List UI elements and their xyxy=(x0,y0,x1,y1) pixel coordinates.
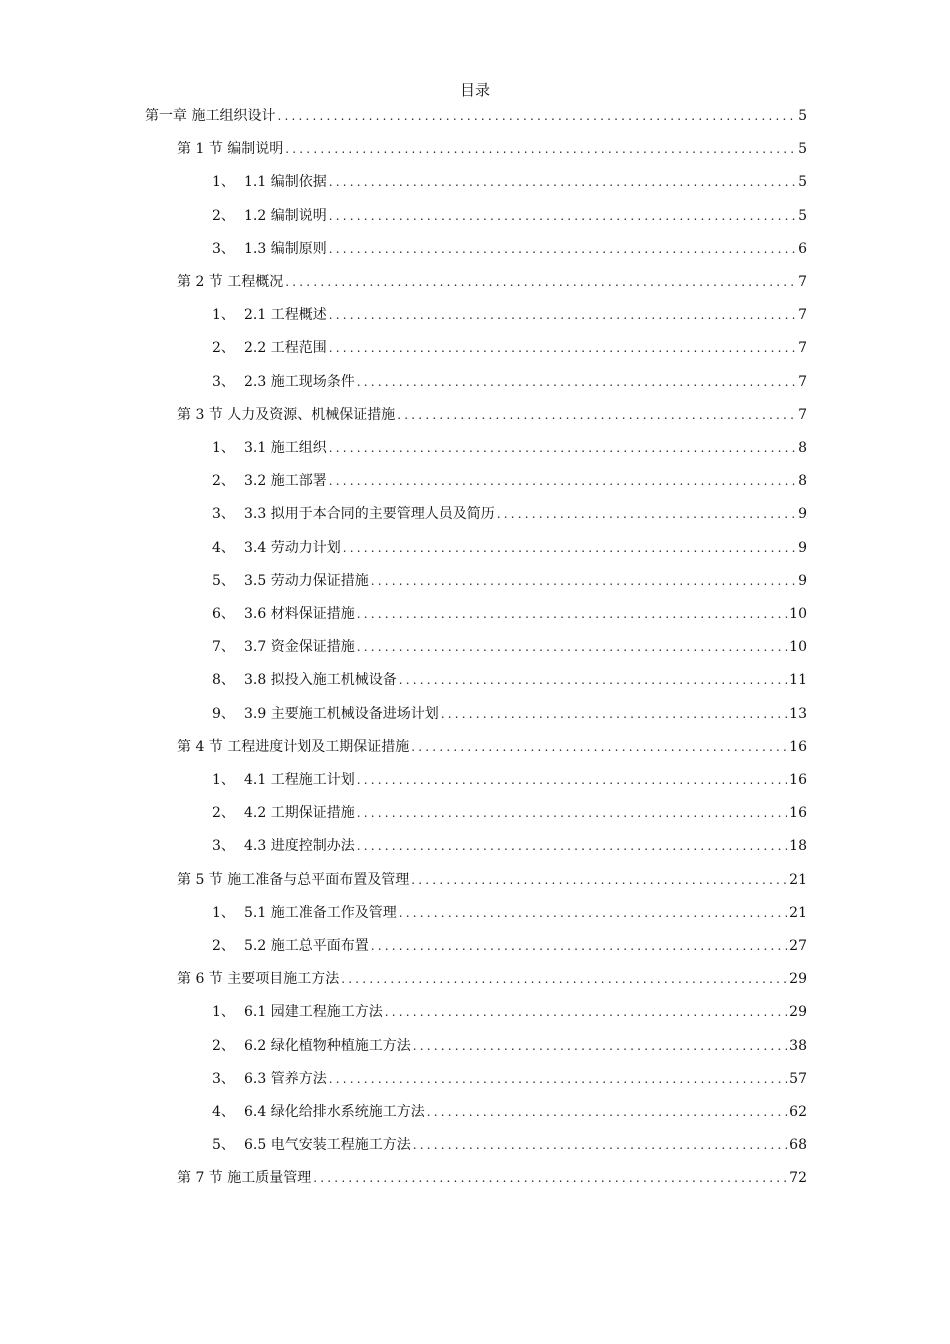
dot-leader xyxy=(411,869,787,891)
toc-entry[interactable] xyxy=(212,835,807,857)
toc-entry[interactable] xyxy=(212,703,807,725)
toc-entry-page-number: 5 xyxy=(798,108,807,124)
toc-entry-page-number: 9 xyxy=(798,539,807,556)
toc-entry-label: 第 2 节 工程概况 xyxy=(177,274,284,290)
toc-entry-label: 1.3 编制原则 xyxy=(244,240,327,257)
toc-entry-label: 第 5 节 施工准备与总平面布置及管理 xyxy=(177,871,410,888)
toc-entry-page-number: 5 xyxy=(798,207,807,224)
dot-leader xyxy=(329,238,796,260)
toc-entry-page-number: 13 xyxy=(789,705,807,722)
toc-entry-label: 第 6 节 主要项目施工方法 xyxy=(177,971,340,988)
toc-entry-page-number: 7 xyxy=(798,274,807,290)
toc-entry[interactable] xyxy=(145,105,807,127)
toc-entry-label: 6.2 绿化植物种植施工方法 xyxy=(244,1037,411,1054)
dot-leader xyxy=(329,437,796,459)
toc-entry-label: 2.3 施工现场条件 xyxy=(244,373,355,390)
toc-entry-page-number: 8 xyxy=(798,440,807,456)
dot-leader xyxy=(357,371,796,393)
toc-entry[interactable] xyxy=(212,802,807,824)
toc-entry-label: 第 1 节 编制说明 xyxy=(177,141,284,158)
toc-entry-page-number: 5 xyxy=(798,141,807,158)
toc-entry[interactable] xyxy=(177,271,807,293)
toc-entry-label: 1.2 编制说明 xyxy=(244,207,327,224)
toc-entry-number: 1、 xyxy=(212,440,235,456)
dot-leader xyxy=(357,835,787,857)
toc-entry-page-number: 7 xyxy=(798,307,807,324)
toc-entry[interactable] xyxy=(212,537,807,559)
dot-leader xyxy=(357,603,787,625)
dot-leader xyxy=(285,271,796,293)
toc-entry-number: 3、 xyxy=(212,373,235,390)
toc-entry[interactable] xyxy=(177,404,807,426)
toc-entry-page-number: 21 xyxy=(789,871,807,888)
toc-entry-number: 1、 xyxy=(212,772,235,788)
toc-entry-label: 3.9 主要施工机械设备进场计划 xyxy=(244,705,439,722)
toc-entry[interactable] xyxy=(212,371,807,393)
dot-leader xyxy=(329,470,796,492)
toc-entry[interactable] xyxy=(212,205,807,227)
toc-entry[interactable] xyxy=(212,470,807,492)
toc-entry-number: 2、 xyxy=(212,473,235,490)
toc-entry-page-number: 21 xyxy=(789,904,807,921)
dot-leader xyxy=(343,537,796,559)
dot-leader xyxy=(441,703,787,725)
toc-entry-page-number: 62 xyxy=(789,1104,807,1120)
dot-leader xyxy=(285,138,796,160)
toc-entry[interactable] xyxy=(177,968,807,990)
toc-entry-number: 2、 xyxy=(212,805,235,822)
toc-entry[interactable] xyxy=(212,503,807,525)
toc-entry[interactable] xyxy=(212,304,807,326)
toc-entry-label: 5.2 施工总平面布置 xyxy=(244,938,369,954)
toc-entry[interactable] xyxy=(212,1068,807,1090)
toc-entry[interactable] xyxy=(212,238,807,260)
dot-leader xyxy=(357,802,787,824)
toc-entry-label: 4.1 工程施工计划 xyxy=(244,772,355,788)
toc-entry[interactable] xyxy=(212,1101,807,1123)
toc-entry[interactable] xyxy=(177,736,807,758)
toc-entry-page-number: 38 xyxy=(789,1037,807,1054)
toc-entry-label: 6.1 园建工程施工方法 xyxy=(244,1004,383,1021)
toc-entry-number: 3、 xyxy=(212,1070,235,1087)
dot-leader xyxy=(329,304,796,326)
toc-entry-label: 5.1 施工准备工作及管理 xyxy=(244,904,397,921)
dot-leader xyxy=(413,1035,787,1057)
dot-leader xyxy=(357,636,787,658)
toc-entry-page-number: 16 xyxy=(789,805,807,822)
toc-entry[interactable] xyxy=(212,636,807,658)
toc-entry[interactable] xyxy=(177,1167,807,1189)
toc-entry-number: 2、 xyxy=(212,1037,235,1054)
dot-leader xyxy=(399,669,787,691)
dot-leader xyxy=(411,736,787,758)
dot-leader xyxy=(427,1101,787,1123)
toc-entry-page-number: 57 xyxy=(789,1070,807,1087)
toc-entry[interactable] xyxy=(212,1035,807,1057)
toc-entry[interactable] xyxy=(212,570,807,592)
toc-entry-label: 6.3 管养方法 xyxy=(244,1070,327,1087)
toc-entry-page-number: 27 xyxy=(789,938,807,954)
dot-leader xyxy=(385,1001,787,1023)
toc-entry-page-number: 7 xyxy=(798,373,807,390)
toc-entry-number: 1、 xyxy=(212,307,235,324)
toc-entry-number: 3、 xyxy=(212,506,235,523)
toc-entry-label: 3.5 劳动力保证措施 xyxy=(244,572,369,589)
toc-entry-number: 1、 xyxy=(212,174,235,191)
toc-entry-label: 2.2 工程范围 xyxy=(244,340,327,357)
toc-entry-page-number: 10 xyxy=(789,606,807,622)
toc-entry-page-number: 5 xyxy=(798,174,807,191)
toc-entry-label: 4.3 进度控制办法 xyxy=(244,838,355,855)
dot-leader xyxy=(329,205,796,227)
dot-leader xyxy=(277,105,796,127)
toc-entry-label: 6.5 电气安装工程施工方法 xyxy=(244,1137,411,1154)
toc-entry-page-number: 16 xyxy=(789,772,807,788)
toc-entry-number: 2、 xyxy=(212,938,235,954)
toc-entry[interactable] xyxy=(212,769,807,791)
toc-entry-number: 8、 xyxy=(212,672,235,689)
dot-leader xyxy=(397,404,796,426)
toc-entry-label: 3.6 材料保证措施 xyxy=(244,606,355,622)
toc-entry[interactable] xyxy=(212,935,807,957)
dot-leader xyxy=(329,171,796,193)
toc-entry-page-number: 6 xyxy=(798,240,807,257)
dot-leader xyxy=(329,337,796,359)
toc-entry-page-number: 11 xyxy=(789,672,807,689)
toc-entry[interactable] xyxy=(212,669,807,691)
toc-entry-page-number: 9 xyxy=(798,572,807,589)
toc-entry-page-number: 72 xyxy=(789,1170,807,1187)
toc-entry-number: 1、 xyxy=(212,1004,235,1021)
dot-leader xyxy=(371,935,787,957)
dot-leader xyxy=(413,1134,787,1156)
toc-entry-label: 第 3 节 人力及资源、机械保证措施 xyxy=(177,406,396,423)
toc-entry-page-number: 68 xyxy=(789,1137,807,1154)
toc-entry-page-number: 29 xyxy=(789,1004,807,1021)
toc-entry-label: 1.1 编制依据 xyxy=(244,174,327,191)
toc-entry-number: 2、 xyxy=(212,340,235,357)
toc-entry-label: 第 4 节 工程进度计划及工期保证措施 xyxy=(177,738,410,755)
toc-entry-label: 4.2 工期保证措施 xyxy=(244,805,355,822)
toc-entry-page-number: 9 xyxy=(798,506,807,523)
toc-entry[interactable] xyxy=(212,1001,807,1023)
toc-entry[interactable] xyxy=(212,337,807,359)
toc-entry-label: 2.1 工程概述 xyxy=(244,307,327,324)
toc-entry-page-number: 7 xyxy=(798,340,807,357)
toc-entry-number: 7、 xyxy=(212,639,235,656)
toc-entry-label: 6.4 绿化给排水系统施工方法 xyxy=(244,1104,425,1120)
toc-entry[interactable] xyxy=(177,138,807,160)
toc-entry-page-number: 29 xyxy=(789,971,807,988)
toc-entry-number: 3、 xyxy=(212,838,235,855)
toc-entry-number: 9、 xyxy=(212,705,235,722)
toc-entry-number: 3、 xyxy=(212,240,235,257)
toc-entry-number: 6、 xyxy=(212,606,235,622)
dot-leader xyxy=(329,1068,787,1090)
toc-entry[interactable] xyxy=(212,437,807,459)
toc-entry[interactable] xyxy=(212,902,807,924)
toc-entry-label: 3.4 劳动力计划 xyxy=(244,539,341,556)
dot-leader xyxy=(497,503,796,525)
toc-entry-label: 3.1 施工组织 xyxy=(244,440,327,456)
toc-entry-label: 第一章 施工组织设计 xyxy=(145,108,276,124)
toc-entry-page-number: 16 xyxy=(789,738,807,755)
toc-entry-page-number: 10 xyxy=(789,639,807,656)
toc-entry-number: 2、 xyxy=(212,207,235,224)
toc-entry-number: 4、 xyxy=(212,539,235,556)
toc-entry-label: 3.3 拟用于本合同的主要管理人员及简历 xyxy=(244,506,495,523)
toc-entry[interactable] xyxy=(177,869,807,891)
toc-entry-label: 3.7 资金保证措施 xyxy=(244,639,355,656)
dot-leader xyxy=(371,570,796,592)
toc-entry[interactable] xyxy=(212,171,807,193)
dot-leader xyxy=(341,968,787,990)
toc-entry-number: 1、 xyxy=(212,904,235,921)
toc-entry-label: 3.2 施工部署 xyxy=(244,473,327,490)
dot-leader xyxy=(357,769,787,791)
toc-entry-page-number: 18 xyxy=(789,838,807,855)
toc-entry-number: 5、 xyxy=(212,1137,235,1154)
toc-entry[interactable] xyxy=(212,1134,807,1156)
toc-entry-label: 3.8 拟投入施工机械设备 xyxy=(244,672,397,689)
toc-entry-number: 5、 xyxy=(212,572,235,589)
dot-leader xyxy=(399,902,787,924)
toc-entry-number: 4、 xyxy=(212,1104,235,1120)
toc-entry[interactable] xyxy=(212,603,807,625)
toc-entry-page-number: 7 xyxy=(798,406,807,423)
dot-leader xyxy=(313,1167,787,1189)
toc-entry-label: 第 7 节 施工质量管理 xyxy=(177,1170,312,1187)
toc-entry-page-number: 8 xyxy=(798,473,807,490)
toc-title: 目录 xyxy=(459,81,490,99)
